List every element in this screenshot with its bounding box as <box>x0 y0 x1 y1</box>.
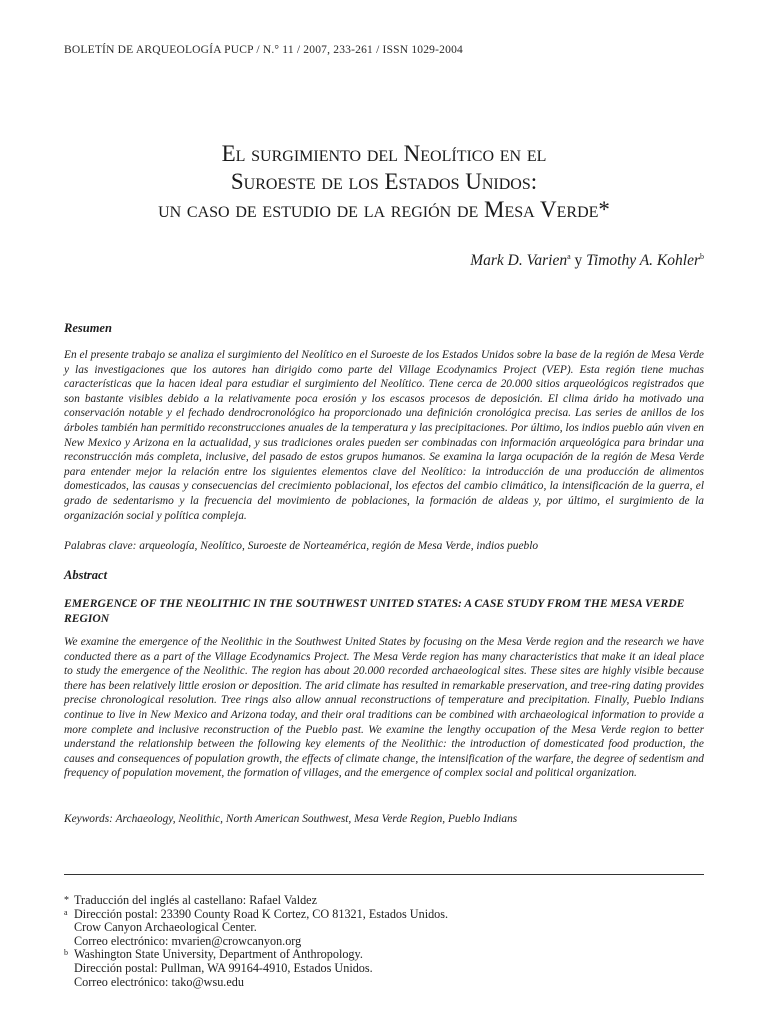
resumen-heading: Resumen <box>64 321 112 335</box>
abstract-title: EMERGENCE OF THE NEOLITHIC IN THE SOUTHWEST UNITED STATES: A CASE STUDY FROM THE MESA VERDE REGION <box>64 597 685 625</box>
footnote-mark-a: a <box>64 907 68 917</box>
title-line-2: Suroeste de los Estados Unidos: <box>230 169 538 194</box>
abstract-keywords: Keywords: Archaeology, Neolithic, North American Southwest, Mesa Verde Region, Pueblo Indians <box>64 813 518 825</box>
footnote-author-b <box>64 948 704 989</box>
footnote-a-institution: Crow Canyon Archaeological Center. <box>74 920 257 935</box>
footnote-a-address: Dirección postal: 23390 County Road K Cortez, CO 81321, Estados Unidos. <box>74 906 449 921</box>
footnote-translation-text: Traducción del inglés al castellano: Rafael Valdez <box>74 893 317 907</box>
footnotes <box>64 894 704 989</box>
title-line-1: El surgimiento del Neolítico en el <box>221 141 547 166</box>
abstract-heading: Abstract <box>64 568 108 582</box>
footnote-b-institution: Washington State University, Department of Anthropology. <box>74 947 363 962</box>
author-conjunction: y <box>574 252 583 269</box>
abstract-text: We examine the emergence of the Neolithic in the Southwest United States by focusing on the Mesa Verde region and the research we have conducted there as a part of the Village Ecodynamics Project. The Mesa Verde region has many characteristics that make it an ideal place to study the emergence of the Neolithic. The region has about 20.000 recorded archaeological sites. These sites are highly visible because there has been relatively little erosion or deposition. The arid climate has resulted in remarkable preservation, and tree-ring dating provides precise chronological resolution. Tree rings also allow annual reconstructions of temperature and precipitation. Finally, Pueblo Indians continue to live in New Mexico and Arizona today, and their oral traditions can be combined with archaeological information to provide a more complete and inclusive reconstruction of the Pueblo past. We examine the lengthy occupation of the Mesa Verde region to better understand the relationship between the following key elements of the Neolithic: the introduction of domesticated food production, the causes and consequences of population growth, the effects of climate change, the intensification of the warfare, the degree of sedentism and frequency of population movement, the formation of villages, and the emergence of complex social and political organization. <box>64 636 704 780</box>
author-line <box>470 252 704 270</box>
author-2: Timothy A. Kohler <box>586 252 700 269</box>
article-title <box>64 140 704 224</box>
author-1-affiliation-mark: a <box>567 252 571 261</box>
footnote-a-email: Correo electrónico: mvarien@crowcanyon.org <box>74 933 302 948</box>
resumen-text: En el presente trabajo se analiza el surgimiento del Neolítico en el Suroeste de los Estados Unidos sobre la base de la región de Mesa Verde y las investigaciones que los autores han dirigido como parte del Village Ecodynamics Project (VEP). Esta región tiene muchas características que la hacen ideal para estudiar el surgimiento del Neolítico. Tiene cerca de 20.000 sitios arqueológicos registrados que son bastante visibles debido a la relativamente poca erosión y los escasos procesos de deposición. El clima árido ha motivado una conservación notable y el fechado dendrocronológico ha proporcionado una definición cronológica precisa. Las series de anillos de los árboles también han permitido reconstrucciones anuales de la temperatura y las precipitaciones. Por último, los indios pueblo aún viven en New Mexico y Arizona en la actualidad, y sus tradiciones orales pueden ser combinadas con información arqueológica para brindar una reconstrucción más completa, inclusive, del pasado de estos grupos humanos. Se examina la larga ocupación de la región de Mesa Verde para entender mejor la relación entre los siguientes elementos clave del Neolítico: la introducción de una producción de alimentos domesticados, las causas y consecuencias del crecimiento poblacional, los efectos del cambio climático, la intensificación de la guerra, el grado de sedentarismo y la frecuencia del movimiento de poblaciones, la formación de aldeas y, por último, el surgimiento de la organización social y política compleja. <box>64 349 704 522</box>
resumen-keywords: Palabras clave: arqueología, Neolítico, Suroeste de Norteamérica, región de Mesa Verde, indios pueblo <box>64 540 539 552</box>
author-1: Mark D. Varien <box>470 252 568 269</box>
running-head: BOLETÍN DE ARQUEOLOGÍA PUCP / N.° 11 / 2007, 233-261 / ISSN 1029-2004 <box>64 44 463 56</box>
title-line-3: un caso de estudio de la región de Mesa Verde* <box>158 197 610 222</box>
footnote-b-address: Dirección postal: Pullman, WA 99164-4910, Estados Unidos. <box>74 960 373 975</box>
footnote-mark-asterisk: * <box>64 895 69 906</box>
footnote-translation <box>64 894 704 908</box>
footnote-mark-b: b <box>64 948 68 958</box>
footnote-divider <box>64 874 704 875</box>
author-2-affiliation-mark: b <box>700 252 704 261</box>
footnote-author-a <box>64 908 704 949</box>
footnote-b-email: Correo electrónico: tako@wsu.edu <box>74 974 244 989</box>
